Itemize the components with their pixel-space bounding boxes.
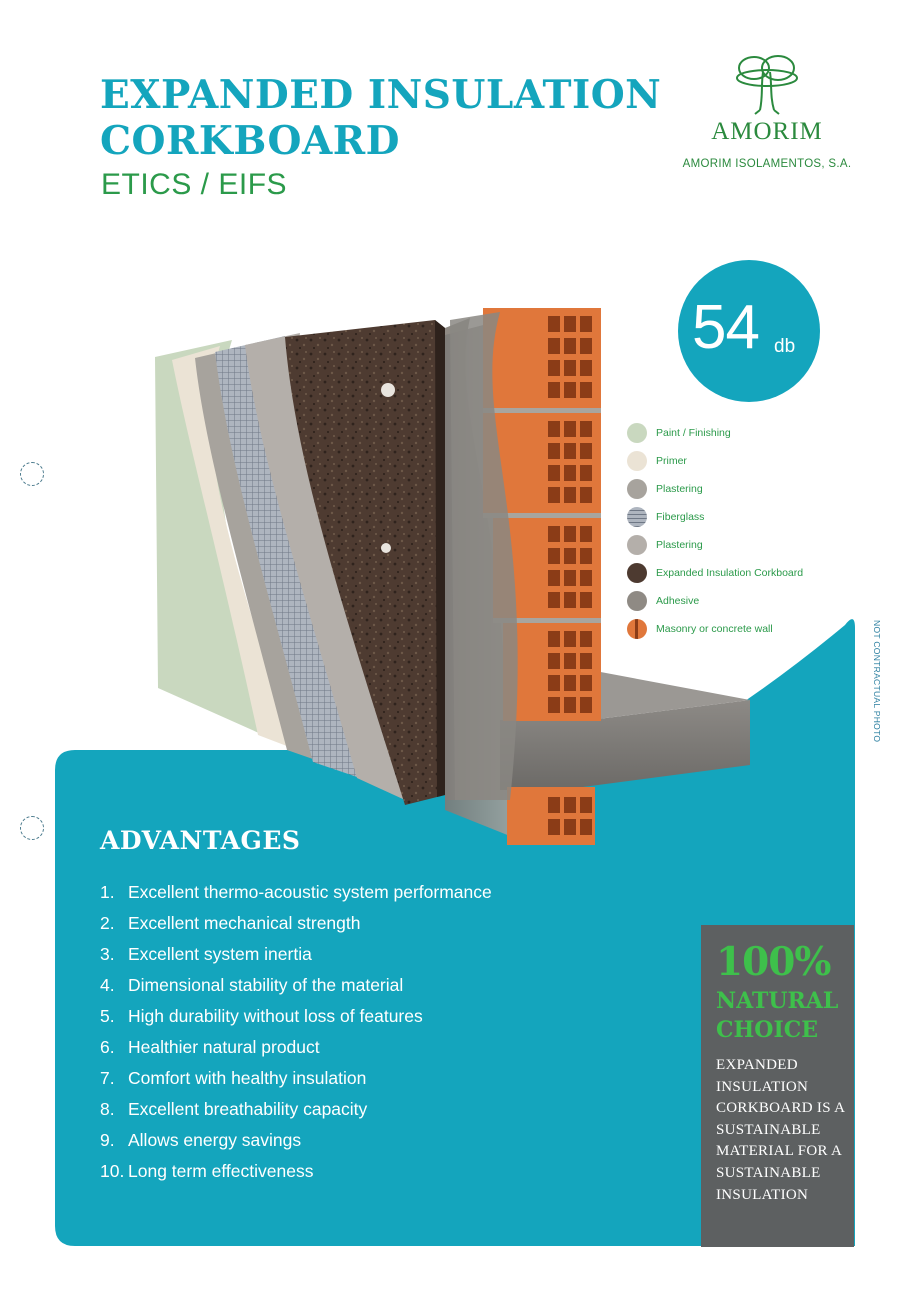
swatch-icon <box>627 451 647 471</box>
brick-swatch-icon <box>627 619 647 639</box>
item-number: 5. <box>100 1006 115 1026</box>
item-text: Dimensional stability of the material <box>128 975 404 995</box>
item-number: 6. <box>100 1037 115 1057</box>
title-line-2: CORKBOARD <box>100 118 400 164</box>
item-number: 8. <box>100 1099 115 1119</box>
item-text: Long term effectiveness <box>128 1161 314 1181</box>
item-number: 9. <box>100 1130 115 1150</box>
item-text: High durability without loss of features <box>128 1006 423 1026</box>
advantages-title: ADVANTAGES <box>100 826 301 855</box>
item-text: Allows energy savings <box>128 1130 302 1150</box>
swatch-icon <box>627 591 647 611</box>
item-number: 3. <box>100 944 115 964</box>
legend-label: Plastering <box>656 483 703 495</box>
acoustic-badge <box>678 260 820 402</box>
title-line-1: EXPANDED INSULATION <box>100 72 662 118</box>
item-number: 7. <box>100 1068 115 1088</box>
item-text: Excellent thermo-acoustic system performance <box>128 882 492 902</box>
swatch-icon <box>627 423 647 443</box>
brand-company: AMORIM ISOLAMENTOS, S.A. <box>682 158 852 170</box>
item-text: Healthier natural product <box>128 1037 320 1057</box>
disclaimer-note: NOT CONTRACTUAL PHOTO <box>872 620 882 743</box>
natural-line-2: CHOICE <box>716 1017 819 1043</box>
badge-unit: db <box>774 336 796 357</box>
item-text: Excellent breathability capacity <box>128 1099 368 1119</box>
item-number: 1. <box>100 882 115 902</box>
item-number: 10. <box>100 1161 125 1181</box>
mesh-swatch-icon <box>627 507 647 527</box>
item-number: 4. <box>100 975 115 995</box>
legend-label: Expanded Insulation Corkboard <box>656 567 804 579</box>
legend-label: Adhesive <box>656 595 700 607</box>
item-text: Comfort with healthy insulation <box>128 1068 367 1088</box>
legend-label: Masonry or concrete wall <box>656 623 773 635</box>
swatch-icon <box>627 563 647 583</box>
natural-line-1: NATURAL <box>716 988 839 1014</box>
item-text: Excellent mechanical strength <box>128 913 361 933</box>
brand-name: AMORIM <box>711 118 823 145</box>
natural-percent: 100% <box>716 939 831 985</box>
item-text: Excellent system inertia <box>128 944 312 964</box>
badge-value: 54 <box>692 293 759 362</box>
natural-heading <box>716 987 838 1045</box>
legend-label: Plastering <box>656 539 703 551</box>
natural-choice-box <box>701 925 854 1247</box>
item-number: 2. <box>100 913 115 933</box>
legend-label: Paint / Finishing <box>656 427 731 439</box>
page-subtitle: ETICS / EIFS <box>101 168 288 201</box>
swatch-icon <box>627 535 647 555</box>
natural-description: EXPANDED INSULATION CORKBOARD IS A SUSTAINABLE MATERIAL FOR A SUSTAINABLE INSULATION <box>716 1057 845 1203</box>
swatch-icon <box>627 479 647 499</box>
legend-label: Fiberglass <box>656 511 705 523</box>
legend-label: Primer <box>656 455 687 467</box>
